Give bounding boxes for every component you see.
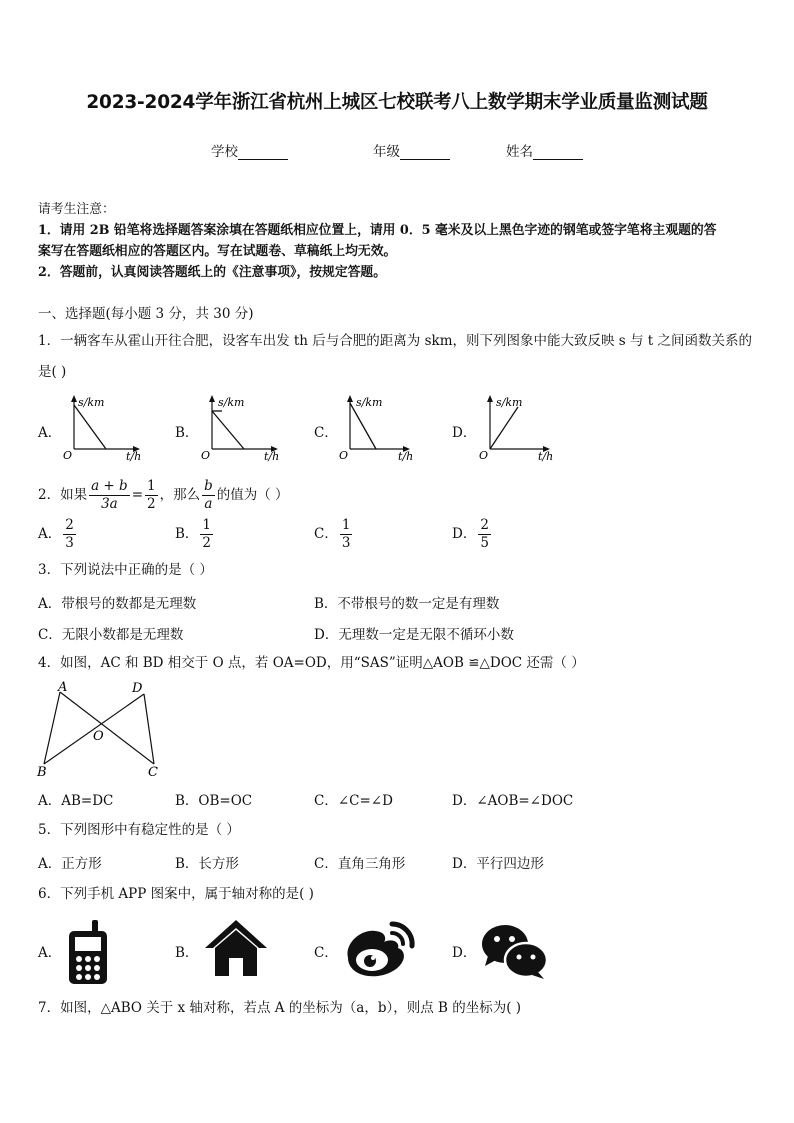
q1a-y-label: s/km <box>78 396 105 409</box>
q2-option-b <box>175 514 215 554</box>
grade-label: 年级 <box>373 144 400 160</box>
q6-option-d-label: D． <box>452 945 477 961</box>
name-label: 姓名 <box>506 144 533 160</box>
q2-option-c-den: 3 <box>341 535 351 551</box>
school-label: 学校 <box>211 144 238 160</box>
q5-option-d: D．平行四边形 <box>452 856 544 872</box>
q6-option-b-label: B． <box>175 945 199 961</box>
q6-option-c-label: C． <box>314 945 338 961</box>
q4-point-d: D <box>132 681 143 696</box>
school-blank <box>238 145 288 160</box>
q2-rhs-numerator: 1 <box>147 478 156 494</box>
q2-option-d-label: D． <box>452 526 477 542</box>
q3-option-c: C．无限小数都是无理数 <box>38 627 184 643</box>
q1-option-c-label: C． <box>314 425 338 441</box>
q1-stem-line-1: 1．一辆客车从霍山开往合肥，设客车出发 th 后与合肥的距离为 skm，则下列图象中能大致反映 s 与 t 之间函数关系的 <box>38 333 753 349</box>
q1c-origin: O <box>339 449 349 462</box>
grade-field <box>373 140 450 160</box>
q1b-x-label: t/h <box>264 450 280 463</box>
q2-stem <box>38 475 289 515</box>
q4-option-b: B．OB=OC <box>175 793 253 809</box>
q2-ask-fraction <box>202 478 215 513</box>
q2-rhs-denominator: 2 <box>147 496 156 512</box>
q2-option-b-den: 2 <box>202 535 212 551</box>
q2-option-a-label: A． <box>38 526 62 542</box>
q1d-origin: O <box>479 449 489 462</box>
name-blank <box>533 145 583 160</box>
q5-stem: 5．下列图形中有稳定性的是（ ） <box>38 822 240 838</box>
q4-point-o: O <box>93 729 104 744</box>
notice-line-2: 2．答题前，认真阅读答题纸上的《注意事项》，按规定答题。 <box>38 265 387 280</box>
q2-ask-denominator: a <box>204 496 213 512</box>
home-app-icon <box>203 918 269 978</box>
q6-stem: 6．下列手机 APP 图案中，属于轴对称的是( ) <box>38 886 314 902</box>
q4-point-a: A <box>58 680 68 695</box>
q1c-x-label: t/h <box>398 450 414 463</box>
q2-ask-numerator: b <box>204 478 213 494</box>
q1-option-b-label: B． <box>175 425 199 441</box>
weibo-app-icon <box>340 912 418 980</box>
notice-line-1a: 1．请用 2B 铅笔将选择题答案涂填在答题纸相应位置上，请用 0．5 毫米及以上黑色字迹的钢笔或签字笔将主观题的答 <box>38 223 717 238</box>
q2-rhs-fraction <box>145 478 158 513</box>
name-field <box>506 140 583 160</box>
q1-graph-d <box>476 393 566 465</box>
q2-option-d-fraction <box>478 517 491 552</box>
grade-blank <box>400 145 450 160</box>
wechat-app-icon <box>480 922 548 980</box>
q2-mid: ，那么 <box>159 487 201 503</box>
q2-option-c-num: 1 <box>341 517 351 533</box>
q2-option-d-den: 5 <box>480 535 489 551</box>
q2-option-a-fraction <box>63 517 76 552</box>
q2-eq-denominator: 3a <box>101 496 118 512</box>
q1-option-d-label: D． <box>452 425 477 441</box>
notice-line-1b: 案写在答题纸相应的答题区内。写在试题卷、草稿纸上均无效。 <box>38 244 397 259</box>
q4-option-c: C．∠C=∠D <box>314 793 393 809</box>
q2-option-c <box>314 514 354 554</box>
q1-option-a-label: A． <box>38 425 62 441</box>
q4-stem: 4．如图，AC 和 BD 相交于 O 点，若 OA=OD，用“SAS”证明△AOB ≌△DOC 还需（ ） <box>38 655 585 671</box>
q4-option-d: D．∠AOB=∠DOC <box>452 793 574 809</box>
q1b-origin: O <box>201 449 211 462</box>
q1b-y-label: s/km <box>218 396 245 409</box>
q1c-y-label: s/km <box>356 396 383 409</box>
q1a-origin: O <box>63 449 73 462</box>
q3-option-b: B．不带根号的数一定是有理数 <box>314 596 500 612</box>
q2-option-d <box>452 514 493 554</box>
q3-stem: 3．下列说法中正确的是（ ） <box>38 562 213 578</box>
q2-equation-fraction <box>89 478 130 513</box>
q1-stem-line-2: 是( ) <box>38 364 67 380</box>
q2-option-c-fraction <box>340 517 353 552</box>
q2-suffix: 的值为（ ） <box>216 487 289 503</box>
q4-point-c: C <box>148 765 158 780</box>
q1d-x-label: t/h <box>538 450 554 463</box>
q2-option-b-num: 1 <box>202 517 212 533</box>
q2-option-d-num: 2 <box>480 517 489 533</box>
q7-stem: 7．如图，△ABO 关于 x 轴对称，若点 A 的坐标为（a，b），则点 B 的坐标为( ) <box>38 1000 522 1016</box>
page-title: 2023-2024学年浙江省杭州上城区七校联考八上数学期末学业质量监测试题 <box>86 92 708 113</box>
phone-app-icon <box>66 918 112 986</box>
q2-option-b-fraction <box>200 517 213 552</box>
q1-graph-b <box>198 393 288 465</box>
q5-option-a: A．正方形 <box>38 856 102 872</box>
q2-option-a-num: 2 <box>65 517 74 533</box>
q2-eq-numerator: a + b <box>91 478 128 494</box>
q2-option-a <box>38 514 78 554</box>
q2-equals: = <box>131 487 143 503</box>
q2-option-c-label: C． <box>314 526 338 542</box>
q3-option-d: D．无理数一定是无限不循环小数 <box>314 627 514 643</box>
q5-option-c: C．直角三角形 <box>314 856 406 872</box>
q4-figure <box>34 680 164 782</box>
q6-option-a-label: A． <box>38 945 62 961</box>
school-field <box>211 140 288 160</box>
notice-heading: 请考生注意： <box>38 202 115 217</box>
q4-point-b: B <box>37 765 47 780</box>
q3-option-a: A．带根号的数都是无理数 <box>38 596 197 612</box>
section-heading: 一、选择题(每小题 3 分，共 30 分) <box>38 306 254 322</box>
q2-prefix: 2．如果 <box>38 487 88 503</box>
q1-graph-c <box>336 393 426 465</box>
q2-option-b-label: B． <box>175 526 199 542</box>
q1a-x-label: t/h <box>126 450 142 463</box>
q4-option-a: A．AB=DC <box>38 793 114 809</box>
q2-option-a-den: 3 <box>65 535 74 551</box>
q5-option-b: B．长方形 <box>175 856 239 872</box>
q1d-y-label: s/km <box>496 396 523 409</box>
q1-graph-a <box>60 393 150 465</box>
